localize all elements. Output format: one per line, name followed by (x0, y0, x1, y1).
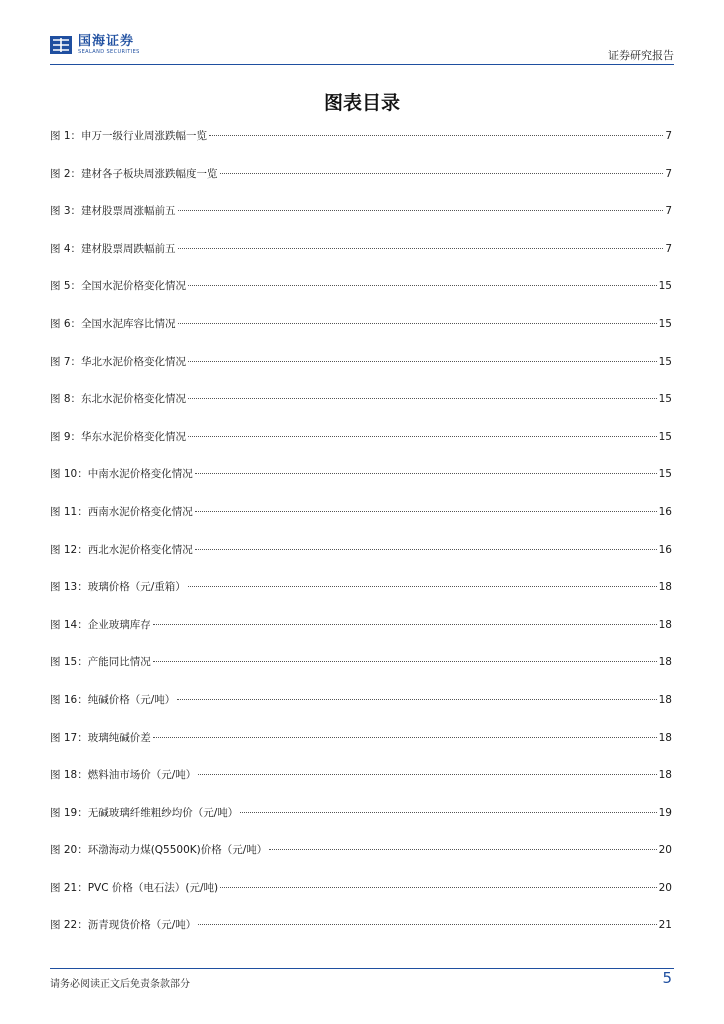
toc-leader-dots (198, 924, 656, 925)
toc-entry[interactable] (50, 466, 672, 504)
page-title: 图表目录 (323, 92, 400, 114)
toc-entry[interactable] (50, 316, 672, 354)
logo-chinese-name: 国海证券 (78, 33, 135, 49)
toc-entry-label: 图 16：纯碱价格（元/吨） (50, 693, 176, 706)
toc-entry-label: 图 20：环渤海动力煤(Q5500K)价格（元/吨） (50, 844, 268, 857)
toc-entry-page: 15 (658, 430, 672, 443)
toc-entry-page: 7 (665, 130, 672, 142)
toc-leader-dots (178, 323, 657, 324)
toc-leader-dots (209, 135, 663, 136)
toc-entry-label: 图 11：西南水泥价格变化情况 (50, 505, 193, 518)
toc-entry-label: 图 21：PVC 价格（电石法）(元/吨) (50, 881, 219, 894)
header-divider (50, 64, 674, 65)
toc-leader-dots (153, 624, 657, 625)
toc-entry-page: 18 (658, 656, 672, 669)
toc-entry-label: 图 19：无碱玻璃纤维粗纱均价（元/吨） (50, 806, 239, 819)
toc-entry[interactable] (50, 917, 672, 955)
toc-entry-page: 15 (658, 393, 672, 406)
toc-entry[interactable] (50, 692, 672, 730)
toc-entry-page: 18 (658, 769, 672, 782)
toc-entry[interactable] (50, 504, 672, 542)
toc-leader-dots (188, 436, 657, 437)
toc-entry-label: 图 13：玻璃价格（元/重箱） (50, 581, 186, 594)
toc-entry-page: 15 (658, 317, 672, 330)
toc-entry-label: 图 1：申万一级行业周涨跌幅一览 (50, 130, 208, 142)
toc-entry-page: 7 (665, 242, 672, 255)
toc-leader-dots (153, 737, 657, 738)
toc-entry[interactable] (50, 579, 672, 617)
toc-entry[interactable] (50, 542, 672, 580)
toc-entry[interactable] (50, 203, 672, 241)
toc-entry-label: 图 18：燃料油市场价（元/吨） (50, 769, 197, 782)
toc-entry-page: 18 (658, 581, 672, 594)
toc-leader-dots (220, 173, 664, 174)
toc-entry-label: 图 5：全国水泥价格变化情况 (50, 280, 187, 293)
toc-leader-dots (178, 210, 664, 211)
toc-leader-dots (240, 812, 656, 813)
toc-entry-page: 15 (658, 355, 672, 368)
company-logo (50, 34, 140, 56)
toc-entry[interactable] (50, 278, 672, 316)
toc-entry-page: 18 (658, 693, 672, 706)
toc-entry-page: 7 (665, 205, 672, 218)
toc-entry[interactable] (50, 617, 672, 655)
toc-leader-dots (269, 849, 656, 850)
toc-leader-dots (195, 511, 657, 512)
toc-entry-page: 20 (658, 844, 672, 857)
toc-entry-label: 图 9：华东水泥价格变化情况 (50, 430, 187, 443)
toc-entry-label: 图 6：全国水泥库容比情况 (50, 317, 176, 330)
toc-entry-label: 图 15：产能同比情况 (50, 656, 151, 669)
toc-leader-dots (195, 549, 657, 550)
toc-leader-dots (178, 248, 664, 249)
toc-entry-page: 15 (658, 280, 672, 293)
footer-divider (50, 968, 674, 969)
page-number: 5 (662, 969, 672, 987)
toc-entry-label: 图 14：企业玻璃库存 (50, 618, 151, 631)
footer-disclaimer: 请务必阅读正文后免责条款部分 (50, 979, 190, 990)
toc-leader-dots (188, 361, 657, 362)
toc-entry-label: 图 8：东北水泥价格变化情况 (50, 393, 187, 406)
toc-entry-label: 图 3：建材股票周涨幅前五 (50, 205, 176, 218)
toc-leader-dots (177, 699, 656, 700)
toc-leader-dots (153, 661, 657, 662)
toc-entry-page: 15 (658, 468, 672, 481)
toc-entry-page: 16 (658, 505, 672, 518)
toc-entry-page: 21 (658, 919, 672, 932)
toc-entry[interactable] (50, 880, 672, 918)
toc-leader-dots (188, 586, 657, 587)
figure-toc-list (50, 128, 672, 955)
toc-leader-dots (188, 285, 657, 286)
toc-entry[interactable] (50, 730, 672, 768)
toc-entry-label: 图 4：建材股票周跌幅前五 (50, 242, 176, 255)
toc-entry[interactable] (50, 429, 672, 467)
toc-entry[interactable] (50, 767, 672, 805)
toc-entry-page: 18 (658, 731, 672, 744)
toc-entry-label: 图 10：中南水泥价格变化情况 (50, 468, 193, 481)
toc-entry[interactable] (50, 391, 672, 429)
toc-entry-label: 图 22：沥青现货价格（元/吨） (50, 919, 197, 932)
report-type-label: 证券研究报告 (608, 49, 674, 62)
toc-entry-label: 图 7：华北水泥价格变化情况 (50, 355, 187, 368)
toc-entry[interactable] (50, 354, 672, 392)
toc-entry-page: 19 (658, 806, 672, 819)
toc-entry[interactable] (50, 241, 672, 279)
toc-entry-label: 图 2：建材各子板块周涨跌幅度一览 (50, 167, 218, 180)
toc-leader-dots (198, 774, 656, 775)
toc-entry-page: 18 (658, 618, 672, 631)
toc-entry[interactable] (50, 805, 672, 843)
toc-entry[interactable] (50, 842, 672, 880)
page-header (50, 30, 674, 66)
toc-entry-page: 16 (658, 543, 672, 556)
toc-leader-dots (195, 473, 657, 474)
logo-english-name: SEALAND SECURITIES (78, 48, 140, 55)
toc-entry[interactable] (50, 166, 672, 204)
sealand-logo-icon (50, 34, 72, 56)
toc-entry-label: 图 12：西北水泥价格变化情况 (50, 543, 193, 556)
toc-entry[interactable] (50, 128, 672, 166)
toc-leader-dots (188, 398, 657, 399)
toc-entry[interactable] (50, 654, 672, 692)
toc-entry-page: 7 (665, 167, 672, 180)
toc-entry-label: 图 17：玻璃纯碱价差 (50, 731, 151, 744)
toc-leader-dots (220, 887, 657, 888)
toc-entry-page: 20 (658, 881, 672, 894)
